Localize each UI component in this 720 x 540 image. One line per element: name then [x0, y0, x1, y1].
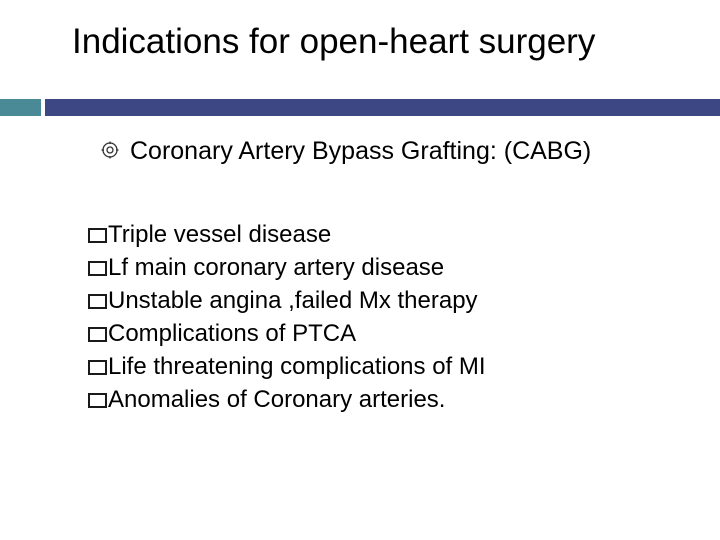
- list-item-text: Anomalies of Coronary arteries.: [108, 386, 446, 413]
- lead-bullet: [101, 134, 701, 169]
- bullet-list: [90, 218, 710, 416]
- box-bullet-icon: [88, 360, 108, 376]
- box-bullet-icon: [88, 261, 108, 277]
- slide-title: Indications for open-heart surgery: [72, 22, 596, 61]
- list-item-text: Life threatening complications of MI: [108, 353, 486, 380]
- title-divider-right: [45, 99, 720, 116]
- list-item: [90, 317, 710, 350]
- list-item-text: Unstable angina ,failed Mx therapy: [108, 287, 478, 314]
- title-divider-left: [0, 99, 41, 116]
- list-item: [90, 383, 710, 416]
- list-item-text: Triple vessel disease: [108, 221, 332, 248]
- list-item-text: Complications of PTCA: [108, 320, 357, 347]
- list-item: [90, 251, 710, 284]
- box-bullet-icon: [88, 294, 108, 310]
- box-bullet-icon: [88, 228, 108, 244]
- box-bullet-icon: [88, 393, 108, 409]
- list-item-text: Lf main coronary artery disease: [108, 254, 445, 281]
- list-item: [90, 350, 710, 383]
- box-bullet-icon: [88, 327, 108, 343]
- list-item: [90, 284, 710, 317]
- gear-bullet-icon: [101, 141, 119, 159]
- list-item: [90, 218, 710, 251]
- lead-text: Coronary Artery Bypass Grafting: (CABG): [130, 137, 592, 165]
